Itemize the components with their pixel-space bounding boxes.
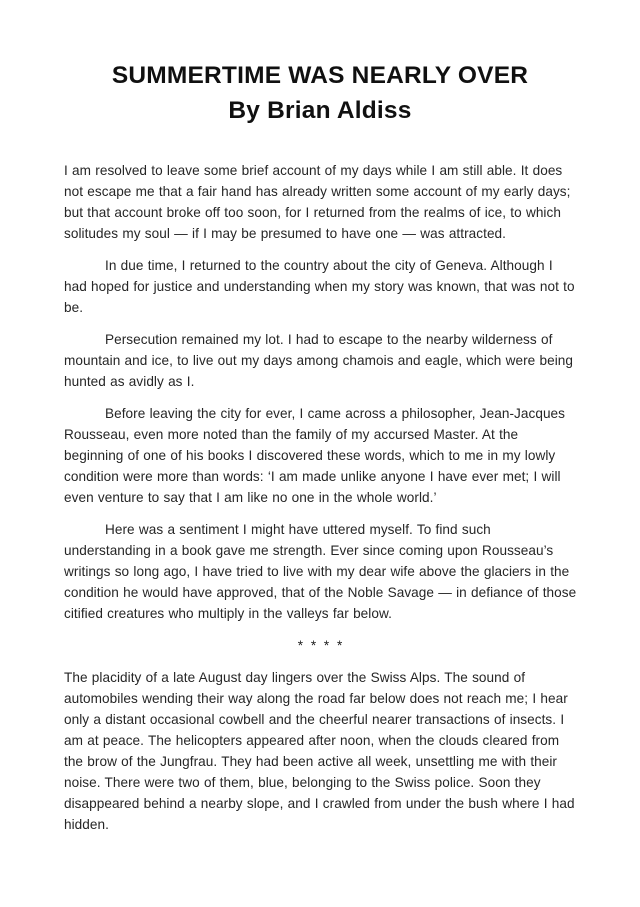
paragraph-2: In due time, I returned to the country about the city of Geneva. Although I had hoped for justice and understanding when my story was known, that was not to be.: [64, 258, 575, 315]
document-title-block: [0, 58, 640, 128]
paragraph-6: The placidity of a late August day lingers over the Swiss Alps. The sound of automobiles wending their way along the road far below does not reach me; I hear only a distant occasional cowbell and the cheerful nearer transactions of insects. I am at peace. The helicopters appeared after noon, when the clouds cleared from the brow of the Jungfrau. They had been active all week, unsettling me with their noise. There were two of them, blue, belonging to the Swiss police. Soon they disappeared behind a nearby slope, and I crawled from under the bush where I had hidden.: [64, 670, 575, 832]
section-break-asterisks: * * * *: [297, 638, 345, 653]
document-author: By Brian Aldiss: [228, 97, 412, 124]
document-title: SUMMERTIME WAS NEARLY OVER: [111, 62, 529, 89]
paragraph-5: Here was a sentiment I might have uttered myself. To find such understanding in a book gave me strength. Ever since coming upon Rousseau’s writings so long ago, I have tried to live with my dear wife above the glaciers in the condition he would have approved, that of the Noble Savage — in defiance of those citified creatures who multiply in the valleys far below.: [64, 522, 577, 621]
paragraph-1: I am resolved to leave some brief account of my days while I am still able. It does not escape me that a fair hand has already written some account of my early days; but that account broke off too soon, for I returned from the realms of ice, to which solitudes my soul — if I may be presumed to have one — was attracted.: [64, 163, 571, 241]
paragraph-4: Before leaving the city for ever, I came across a philosopher, Jean-Jacques Rousseau, even more noted than the family of my accursed Master. At the beginning of one of his books I discovered these words, which to me in my lowly condition were more than words: ‘I am made unlike anyone I have ever met; I will even venture to say that I am like no one in the whole world.’: [64, 406, 566, 505]
document-body: [64, 160, 578, 846]
paragraph-3: Persecution remained my lot. I had to escape to the nearby wilderness of mountain and ice, to live out my days among chamois and eagle, which were being hunted as avidly as I.: [64, 332, 574, 389]
